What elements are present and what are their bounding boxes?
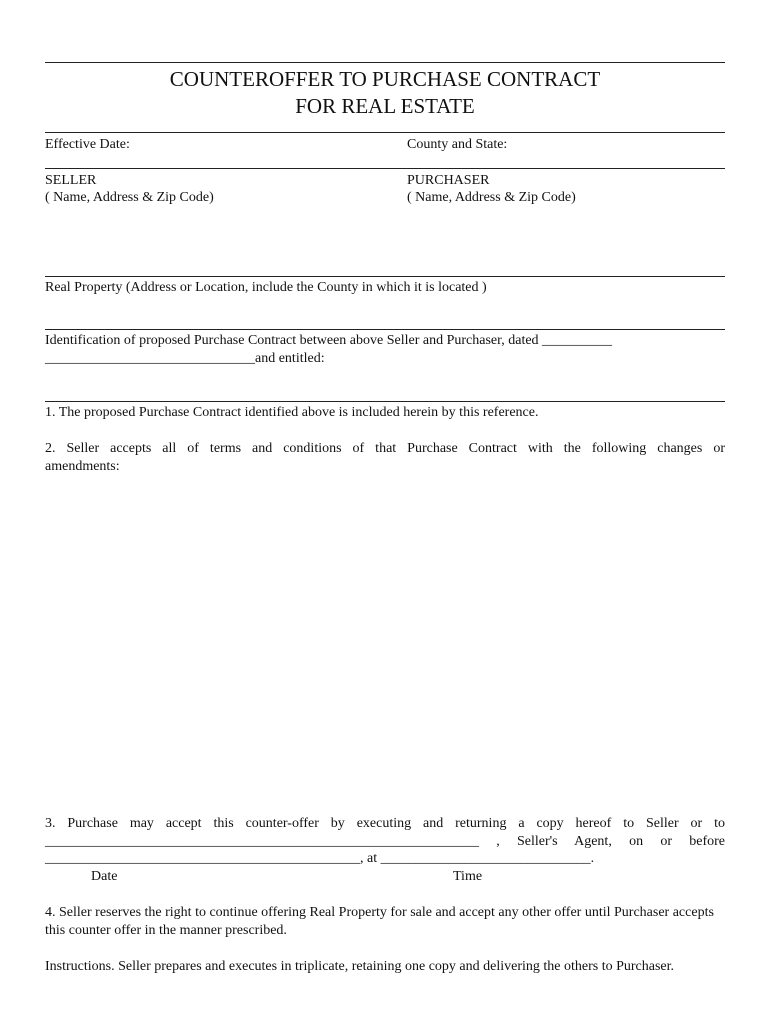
rule-before-identification	[45, 329, 725, 330]
document-title-line1: COUNTEROFFER TO PURCHASE CONTRACT	[169, 67, 601, 91]
top-rule	[45, 62, 725, 63]
clause-3-line2: ______________________________________________________________ , Seller's Agent, on or before	[45, 834, 725, 849]
real-property-label: Real Property (Address or Location, include the County in which it is located )	[45, 280, 487, 295]
clause-3-date-label: Date	[91, 869, 118, 884]
clause-4: 4. Seller reserves the right to continue offering Real Property for sale and accept any other offer until Purchaser accepts this counter offer in the manner prescribed.	[45, 905, 714, 938]
county-state-label: County and State:	[407, 137, 508, 152]
rule-before-clauses	[45, 401, 725, 402]
seller-sublabel: ( Name, Address & Zip Code)	[45, 190, 214, 205]
clause-3-line3: _____________________________________________, at ______________________________.	[45, 851, 595, 866]
clause-1: 1. The proposed Purchase Contract identified above is included herein by this reference.	[45, 405, 539, 420]
rule-before-property	[45, 276, 725, 277]
clause-3-time-label: Time	[453, 869, 483, 884]
effective-date-label: Effective Date:	[45, 137, 130, 152]
rule-before-parties	[45, 168, 725, 169]
clause-3-line1: 3. Purchase may accept this counter-offer by executing and returning a copy hereof to Seller or to	[45, 816, 725, 831]
instructions-text: Instructions. Seller prepares and executes in triplicate, retaining one copy and delivering the others to Purchaser.	[45, 959, 675, 974]
clause-2-line1: 2. Seller accepts all of terms and conditions of that Purchase Contract with the following changes or	[45, 441, 725, 456]
purchaser-label: PURCHASER	[407, 173, 490, 188]
document-title-line2: FOR REAL ESTATE	[295, 94, 475, 118]
clause-2-line2: amendments:	[45, 459, 120, 474]
identification-line2: ______________________________and entitled:	[45, 351, 325, 366]
identification-line1: Identification of proposed Purchase Contract between above Seller and Purchaser, dated __________	[45, 333, 613, 348]
seller-label: SELLER	[45, 173, 97, 188]
rule-before-effective-date	[45, 132, 725, 133]
purchaser-sublabel: ( Name, Address & Zip Code)	[407, 190, 576, 205]
